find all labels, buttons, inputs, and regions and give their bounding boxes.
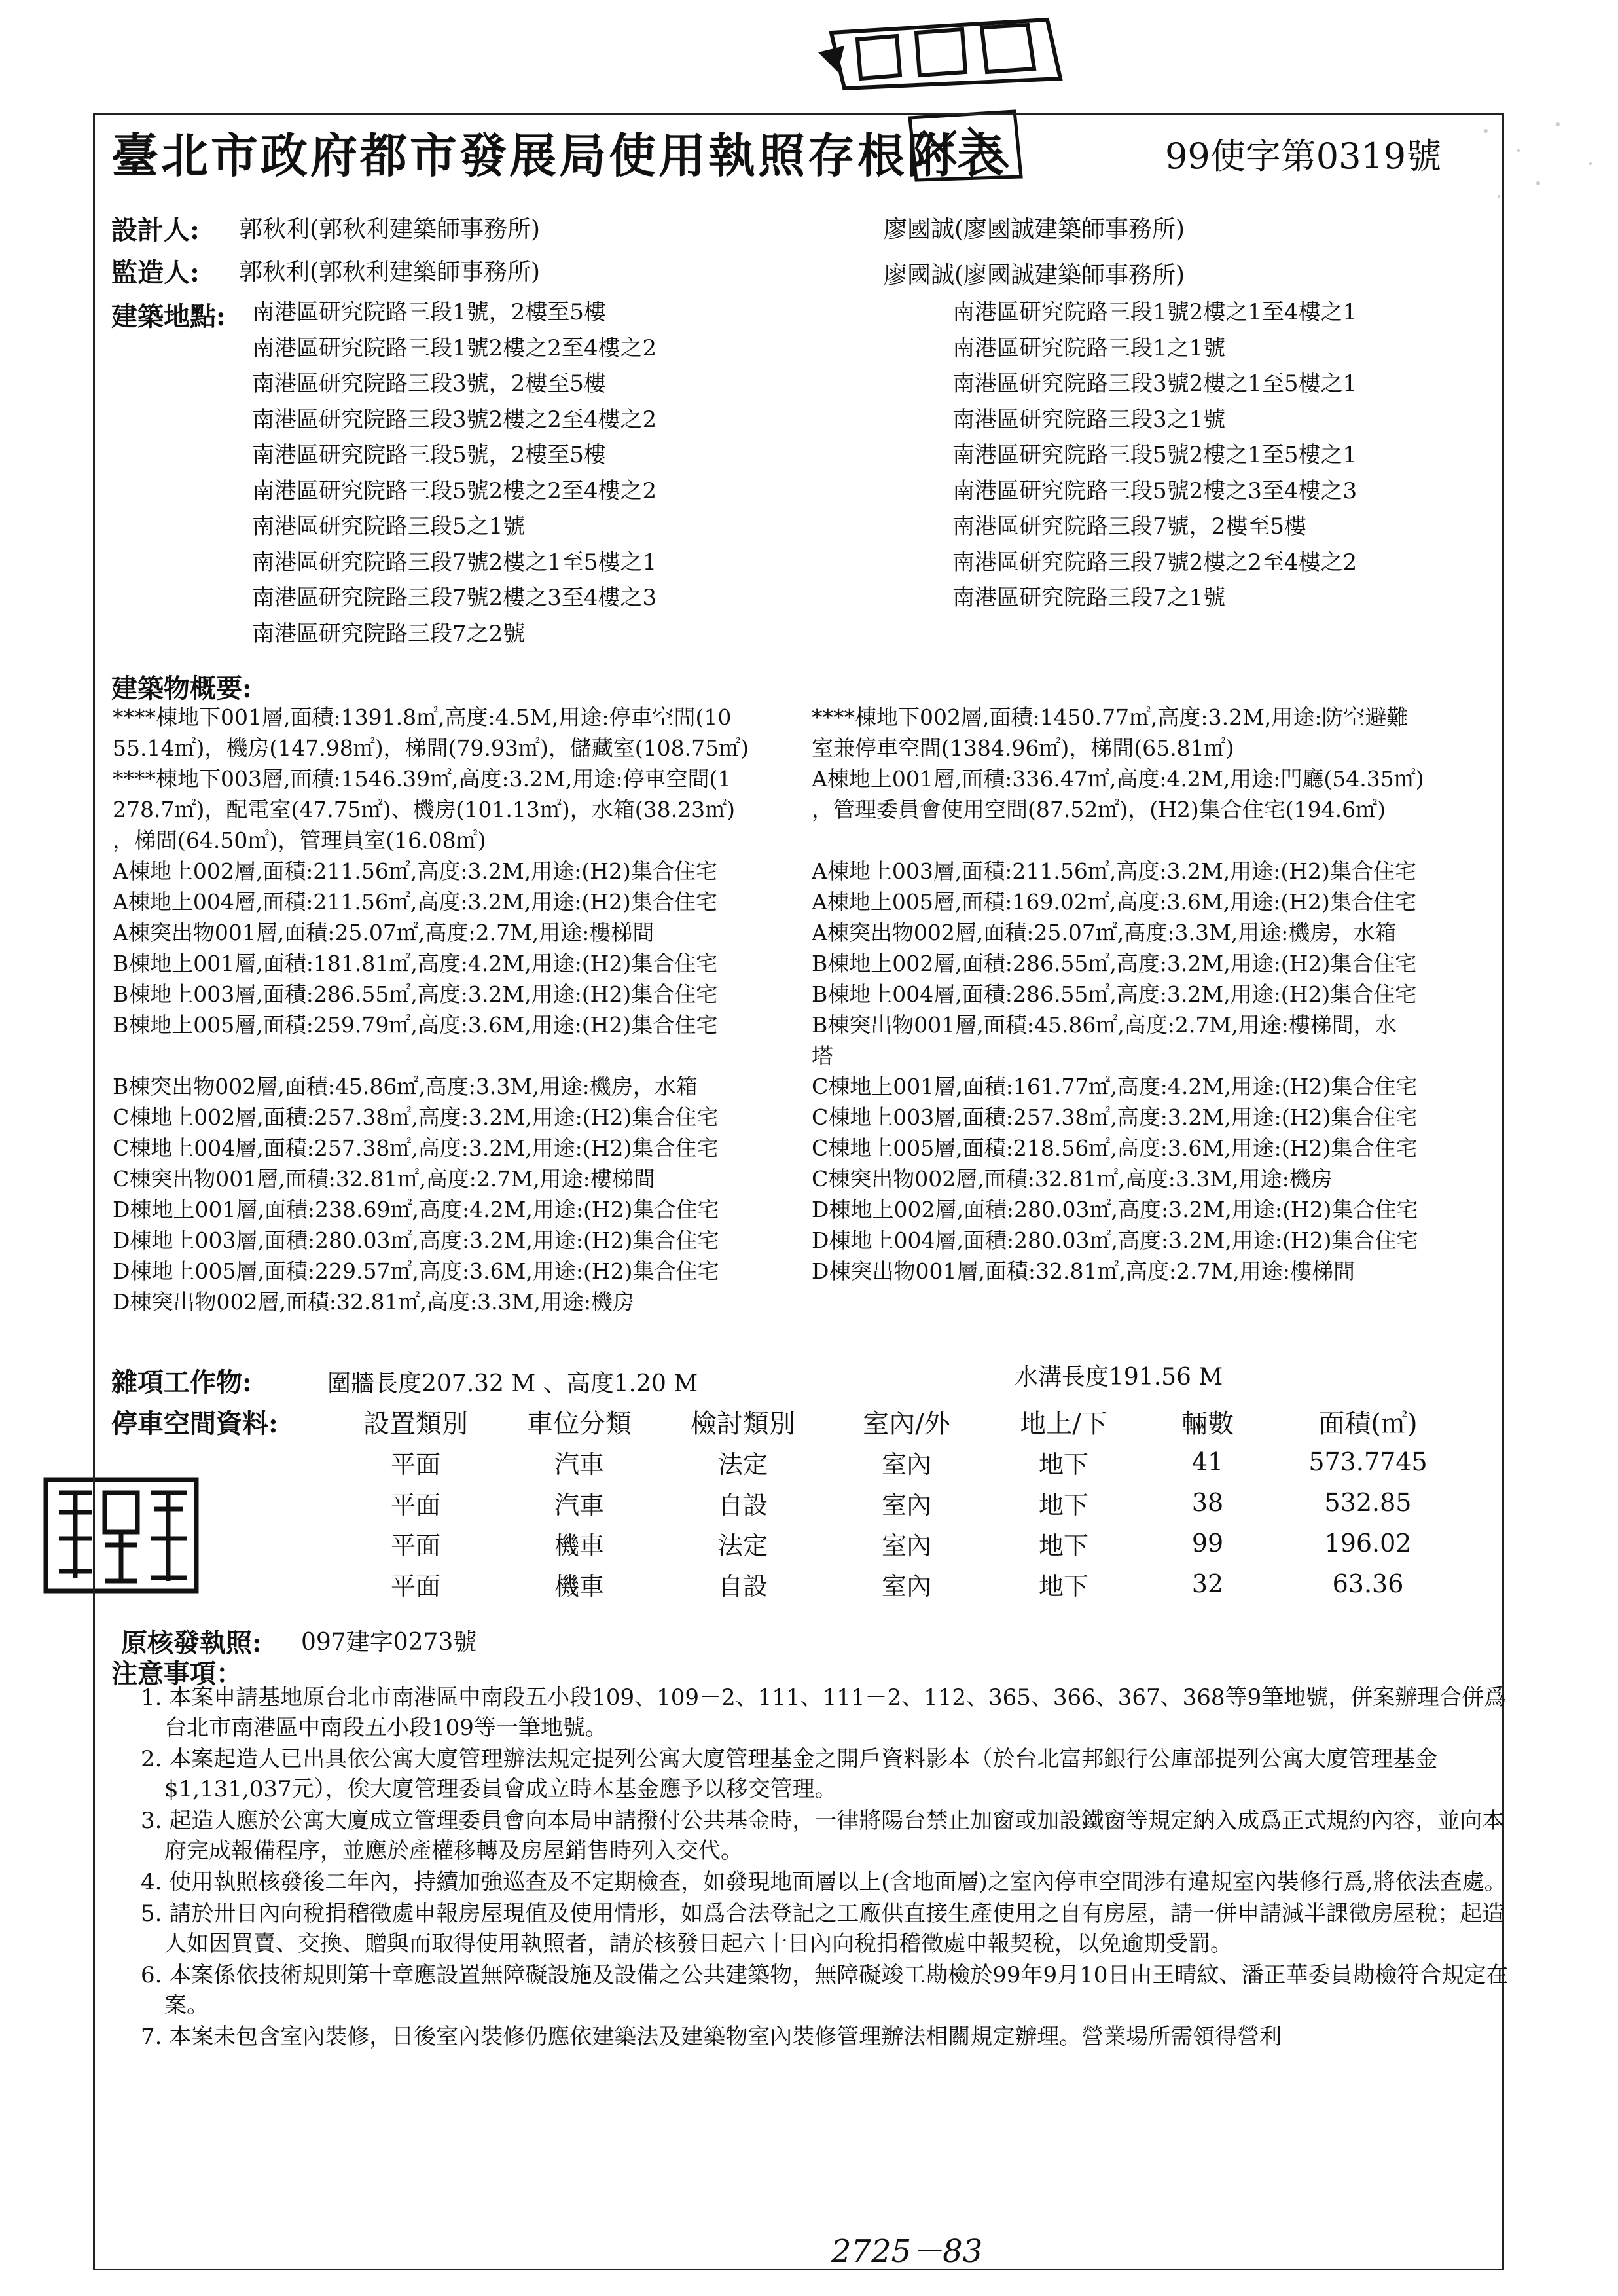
parking-cell: 自設 <box>717 1490 768 1520</box>
overview-line: C棟突出物002層,面積:32.81㎡,高度:3.3M,用途:機房 <box>812 1166 1333 1192</box>
notes-list <box>141 1683 1522 2053</box>
overview-line: A棟地上002層,面積:211.56㎡,高度:3.2M,用途:(H2)集合住宅 <box>113 858 717 884</box>
site-address-list-right <box>952 295 1357 616</box>
parking-header-cell: 檢討類別 <box>691 1408 795 1439</box>
parking-cell: 地下 <box>1038 1449 1088 1479</box>
misc-wall: 圍牆長度207.32 M 、高度1.20 M <box>327 1370 698 1397</box>
parking-header-cell: 室內/外 <box>863 1408 950 1439</box>
supervisor-label: 監造人: <box>111 257 200 288</box>
serial-number: 2725－83 <box>831 2233 983 2270</box>
table-row <box>111 1563 1460 1604</box>
site-address: 南港區研究院路三段5號，2樓至5樓 <box>252 442 606 468</box>
parking-header-cell: 面積(㎡) <box>1318 1408 1418 1439</box>
parking-cell: 32 <box>1191 1569 1224 1598</box>
permit-number: 99使字第0319號 <box>1165 136 1442 177</box>
parking-cell: 平面 <box>390 1531 440 1560</box>
overview-line: ****棟地下003層,面積:1546.39㎡,高度:3.2M,用途:停車空間(1 <box>113 766 732 792</box>
site-address: 南港區研究院路三段7之1號 <box>952 585 1226 611</box>
overview-line: A棟地上004層,面積:211.56㎡,高度:3.2M,用途:(H2)集合住宅 <box>113 889 717 915</box>
parking-label: 停車空間資料: <box>111 1408 278 1439</box>
parking-cell: 地下 <box>1038 1490 1088 1520</box>
notes-label: 注意事項： <box>111 1658 242 1689</box>
note-item: 6. 本案係依技術規則第十章應設置無障礙設施及設備之公共建築物，無障礙竣工勘檢於99年9月10日由王晴紋、潘正華委員勘檢符合規定在案。 <box>141 1962 1509 2018</box>
overview-line: C棟地上002層,面積:257.38㎡,高度:3.2M,用途:(H2)集合住宅 <box>113 1104 719 1130</box>
site-address: 南港區研究院路三段7號2樓之1至5樓之1 <box>252 549 657 575</box>
note-item: 4. 使用執照核發後二年內，持續加強巡查及不定期檢查，如發現地面層以上(含地面層)之室內停車空間涉有違規室內裝修行爲,將依法查處。 <box>141 1869 1507 1895</box>
overview-list-right <box>812 702 1505 1317</box>
overview-line: A棟地上005層,面積:169.02㎡,高度:3.6M,用途:(H2)集合住宅 <box>812 889 1416 915</box>
parking-header-cell: 輛數 <box>1181 1408 1234 1439</box>
note-item: 7. 本案未包含室內裝修，日後室內裝修仍應依建築法及建築物室內裝修管理辦法相關規定辦理。營業場所需領得營利 <box>141 2024 1282 2050</box>
overview-list-left <box>113 702 806 1317</box>
overview-line: D棟突出物001層,面積:32.81㎡,高度:2.7M,用途:樓梯間 <box>812 1258 1356 1284</box>
overview-line: D棟地上005層,面積:229.57㎡,高度:3.6M,用途:(H2)集合住宅 <box>113 1258 719 1284</box>
overview-line: D棟地上003層,面積:280.03㎡,高度:3.2M,用途:(H2)集合住宅 <box>113 1228 719 1253</box>
note-item: 3. 起造人應於公寓大廈成立管理委員會向本局申請撥付公共基金時，一律將陽台禁止加窗或加設鐵窗等規定納入成爲正式規約內容，並向本府完成報備程序，並應於產權移轉及房屋銷售時列入交代。 <box>141 1808 1505 1864</box>
overview-line: D棟地上004層,面積:280.03㎡,高度:3.2M,用途:(H2)集合住宅 <box>812 1228 1418 1253</box>
site-address: 南港區研究院路三段3號2樓之1至5樓之1 <box>952 371 1357 397</box>
overview-line: D棟突出物002層,面積:32.81㎡,高度:3.3M,用途:機房 <box>113 1289 635 1315</box>
site-address: 南港區研究院路三段3之1號 <box>952 406 1226 433</box>
overview-line: A棟地上001層,面積:336.47㎡,高度:4.2M,用途:門廳(54.35㎡) <box>812 766 1424 792</box>
overview-line: B棟地上004層,面積:286.55㎡,高度:3.2M,用途:(H2)集合住宅 <box>812 981 1417 1007</box>
parking-cell: 地下 <box>1038 1571 1088 1601</box>
site-address: 南港區研究院路三段5號2樓之1至5樓之1 <box>952 442 1357 468</box>
overview-line: ，梯間(64.50㎡)，管理員室(16.08㎡) <box>113 828 486 853</box>
site-address-list-left <box>252 295 656 651</box>
overview-line: A棟突出物002層,面積:25.07㎡,高度:3.3M,用途:機房，水箱 <box>812 920 1397 945</box>
note-item: 1. 本案申請基地原台北市南港區中南段五小段109、109－2、111、111－2、112、365、366、367、368等9筆地號，併案辦理合併爲台北市南港區中南段五小段109等一筆地號。 <box>141 1685 1507 1741</box>
overview-line: 55.14㎡)，機房(147.98㎡)，梯間(79.93㎡)，儲藏室(108.75㎡) <box>113 735 749 761</box>
misc-ditch: 水溝長度191.56 M <box>1015 1364 1223 1391</box>
overview-line: B棟地上002層,面積:286.55㎡,高度:3.2M,用途:(H2)集合住宅 <box>812 951 1417 976</box>
overview-line: C棟地上003層,面積:257.38㎡,高度:3.2M,用途:(H2)集合住宅 <box>812 1104 1418 1130</box>
site-label: 建築地點: <box>111 301 226 332</box>
site-address: 南港區研究院路三段1之1號 <box>952 335 1226 361</box>
designer-right: 廖國誠(廖國誠建築師事務所) <box>884 216 1185 243</box>
site-address: 南港區研究院路三段1號2樓之2至4樓之2 <box>252 335 657 361</box>
parking-cell: 室內 <box>881 1490 931 1520</box>
table-row <box>111 1442 1460 1482</box>
overview-line: C棟地上004層,面積:257.38㎡,高度:3.2M,用途:(H2)集合住宅 <box>113 1135 719 1161</box>
parking-header-cell: 地上/下 <box>1020 1408 1107 1439</box>
overview-line: C棟地上001層,面積:161.77㎡,高度:4.2M,用途:(H2)集合住宅 <box>812 1074 1418 1099</box>
site-address: 南港區研究院路三段7號，2樓至5樓 <box>952 513 1306 539</box>
overview-line <box>812 825 1505 856</box>
overview-line <box>113 1040 806 1071</box>
note-item: 2. 本案起造人已出具依公寓大廈管理辦法規定提列公寓大廈管理基金之開戶資料影本（於台北富邦銀行公庫部提列公寓大廈管理基金$1,131,037元），俟大廈管理委員會成立時本基金應予以移交管理。 <box>141 1746 1438 1802</box>
overview-line <box>812 1286 1505 1317</box>
site-address: 南港區研究院路三段1號2樓之1至4樓之1 <box>952 299 1357 325</box>
overview-line: 塔 <box>812 1043 833 1068</box>
site-address: 南港區研究院路三段7之2號 <box>252 620 526 647</box>
parking-table <box>111 1401 1460 1604</box>
site-address: 南港區研究院路三段3號，2樓至5樓 <box>252 371 606 397</box>
site-address: 南港區研究院路三段5之1號 <box>252 513 526 539</box>
overview-line: D棟地上002層,面積:280.03㎡,高度:3.2M,用途:(H2)集合住宅 <box>812 1197 1418 1222</box>
overview-line: B棟地上005層,面積:259.79㎡,高度:3.6M,用途:(H2)集合住宅 <box>113 1012 718 1038</box>
overview-label: 建築物概要: <box>111 673 252 704</box>
site-address: 南港區研究院路三段7號2樓之2至4樓之2 <box>952 549 1357 575</box>
official-seal-stamp-top <box>818 13 1067 92</box>
overview-line: D棟地上001層,面積:238.69㎡,高度:4.2M,用途:(H2)集合住宅 <box>113 1197 719 1222</box>
site-address: 南港區研究院路三段7號2樓之3至4樓之3 <box>252 585 657 611</box>
parking-cell: 63.36 <box>1332 1569 1404 1598</box>
original-permit-value: 097建字0273號 <box>301 1629 477 1656</box>
parking-cell: 機車 <box>554 1531 604 1560</box>
parking-cell: 室內 <box>881 1531 931 1560</box>
overview-line: B棟地上001層,面積:181.81㎡,高度:4.2M,用途:(H2)集合住宅 <box>113 951 718 976</box>
misc-label: 雜項工作物: <box>111 1367 252 1398</box>
parking-header-cell: 設置類別 <box>363 1408 468 1439</box>
parking-cell: 38 <box>1191 1488 1224 1517</box>
parking-cell: 室內 <box>881 1571 931 1601</box>
parking-cell: 532.85 <box>1324 1488 1412 1517</box>
overview-line: ，管理委員會使用空間(87.52㎡)，(H2)集合住宅(194.6㎡) <box>812 797 1386 822</box>
parking-cell: 平面 <box>390 1449 440 1479</box>
parking-cell: 地下 <box>1038 1531 1088 1560</box>
overview-line: 室兼停車空間(1384.96㎡)，梯間(65.81㎡) <box>812 735 1234 761</box>
overview-line: A棟突出物001層,面積:25.07㎡,高度:2.7M,用途:樓梯間 <box>113 920 655 945</box>
site-address: 南港區研究院路三段3號2樓之2至4樓之2 <box>252 406 657 433</box>
overview-line: C棟地上005層,面積:218.56㎡,高度:3.6M,用途:(H2)集合住宅 <box>812 1135 1418 1161</box>
parking-cell: 平面 <box>390 1571 440 1601</box>
parking-cell: 41 <box>1191 1448 1224 1476</box>
parking-cell: 汽車 <box>554 1449 604 1479</box>
parking-header-cell: 車位分類 <box>527 1408 632 1439</box>
table-row <box>111 1482 1460 1523</box>
overview-line: B棟突出物002層,面積:45.86㎡,高度:3.3M,用途:機房，水箱 <box>113 1074 698 1099</box>
designer-left: 郭秋利(郭秋利建築師事務所) <box>239 216 541 243</box>
parking-cell: 99 <box>1191 1529 1224 1558</box>
parking-cell: 室內 <box>881 1449 931 1479</box>
parking-cell: 法定 <box>717 1531 768 1560</box>
overview-line: B棟突出物001層,面積:45.86㎡,高度:2.7M,用途:樓梯間，水 <box>812 1012 1397 1038</box>
note-item: 5. 請於卅日內向稅捐稽徵處申報房屋現值及使用情形，如爲合法登記之工廠供直接生產使用之自有房屋，請一併申請減半課徵房屋稅；起造人如因買賣、交換、贈與而取得使用執照者，請於核發日起六十日內向稅捐稽徵處申報契稅，以免逾期受罰。 <box>141 1901 1505 1957</box>
parking-header-row <box>111 1401 1460 1442</box>
overview-line: B棟地上003層,面積:286.55㎡,高度:3.2M,用途:(H2)集合住宅 <box>113 981 718 1007</box>
overview-line: C棟突出物001層,面積:32.81㎡,高度:2.7M,用途:樓梯間 <box>113 1166 655 1192</box>
parking-cell: 573.7745 <box>1308 1448 1428 1476</box>
overview-line: A棟地上003層,面積:211.56㎡,高度:3.2M,用途:(H2)集合住宅 <box>812 858 1416 884</box>
overview-line: 278.7㎡)，配電室(47.75㎡)、機房(101.13㎡)，水箱(38.23㎡) <box>113 797 736 822</box>
parking-cell: 汽車 <box>554 1490 604 1520</box>
supervisor-right: 廖國誠(廖國誠建築師事務所) <box>884 262 1185 289</box>
supervisor-left: 郭秋利(郭秋利建築師事務所) <box>239 259 541 285</box>
table-row <box>111 1523 1460 1563</box>
site-address: 南港區研究院路三段5號2樓之3至4樓之3 <box>952 477 1357 504</box>
original-permit-label: 原核發執照: <box>121 1628 262 1658</box>
parking-cell: 自設 <box>717 1571 768 1601</box>
parking-cell: 機車 <box>554 1571 604 1601</box>
overview-line: ****棟地下002層,面積:1450.77㎡,高度:3.2M,用途:防空避難 <box>812 704 1409 730</box>
designer-label: 設計人: <box>111 215 200 246</box>
page-title: 臺北市政府都市發展局使用執照存根附表 <box>111 128 1007 183</box>
site-address: 南港區研究院路三段5號2樓之2至4樓之2 <box>252 477 657 504</box>
parking-cell: 平面 <box>390 1490 440 1520</box>
parking-cell: 法定 <box>717 1449 768 1479</box>
parking-cell: 196.02 <box>1324 1529 1412 1558</box>
overview-line: ****棟地下001層,面積:1391.8㎡,高度:4.5M,用途:停車空間(10 <box>113 704 732 730</box>
site-address: 南港區研究院路三段1號，2樓至5樓 <box>252 299 606 325</box>
